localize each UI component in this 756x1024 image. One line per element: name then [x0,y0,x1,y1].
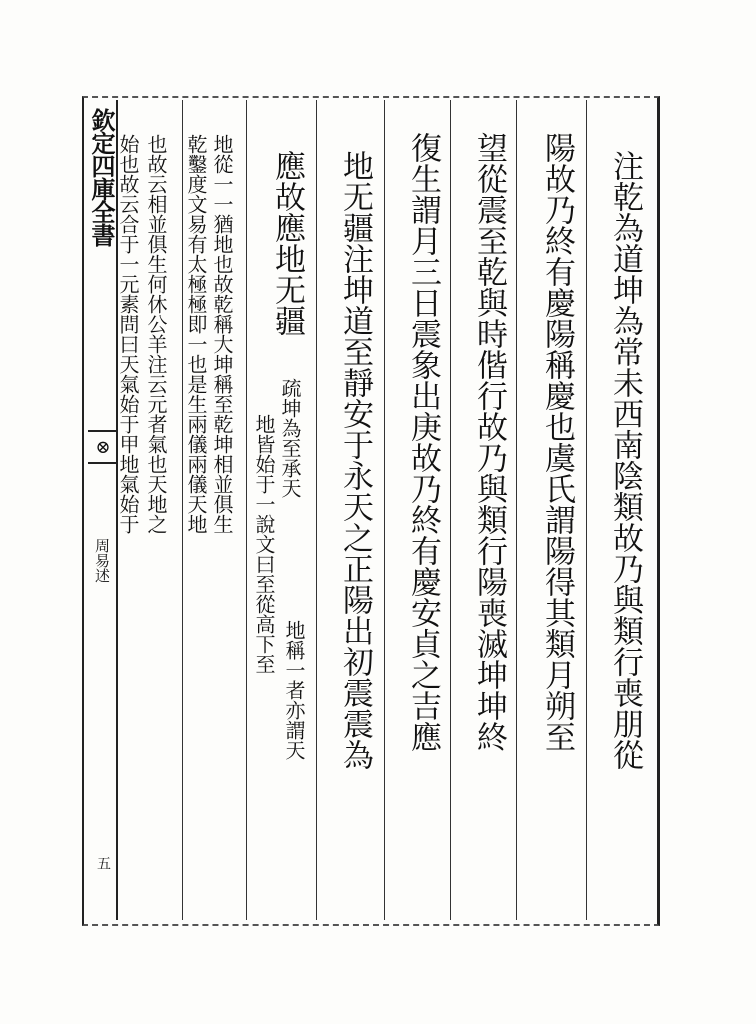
text-column-6: 應故應地无疆 [269,150,305,336]
volume-title: 周易述 [93,538,111,583]
text-column-5: 地无疆注坤道至靜安于永天之正陽出初震震為 [337,150,373,770]
page-number: 五 [95,856,111,870]
text-column-1: 注乾為道坤為常未西南陰類故乃與類行喪朋從 [607,150,643,770]
commentary-left: 乾鑿度文易有太極極即一也是生兩儀兩儀天地 [184,134,208,534]
text-column-4: 復生謂月三日震象出庚故乃終有慶安貞之吉應 [405,132,441,752]
text-column-2: 陽故乃終有慶陽稱慶也虞氏謂陽得其類月朔至 [539,132,575,752]
column-rule [516,100,517,920]
commentary-right-cont: 地稱一者亦謂天 [282,620,306,760]
commentary-right: 也故云相並俱生何休公羊注云元者氣也天地之 [144,134,168,534]
column-rule [316,100,317,920]
commentary-left: 地皆始于一說文曰至從高下至 [252,414,276,674]
fishtail-mark-icon: ⊗ [95,437,111,458]
commentary-right: 疏坤為至承天 [278,378,302,498]
column-rule [586,100,587,920]
text-column-3: 望從震至乾與時偕行故乃與類行陽喪滅坤坤終 [471,132,507,752]
column-rule [450,100,451,920]
commentary-right: 地從一一猶地也故乾稱大坤稱至乾坤相並俱生 [210,134,234,534]
commentary-left: 始也故云合于一元素問曰天氣始于甲地氣始于 [116,134,140,534]
book-title: 欽定四庫全書 [87,108,116,246]
column-rule [384,100,385,920]
